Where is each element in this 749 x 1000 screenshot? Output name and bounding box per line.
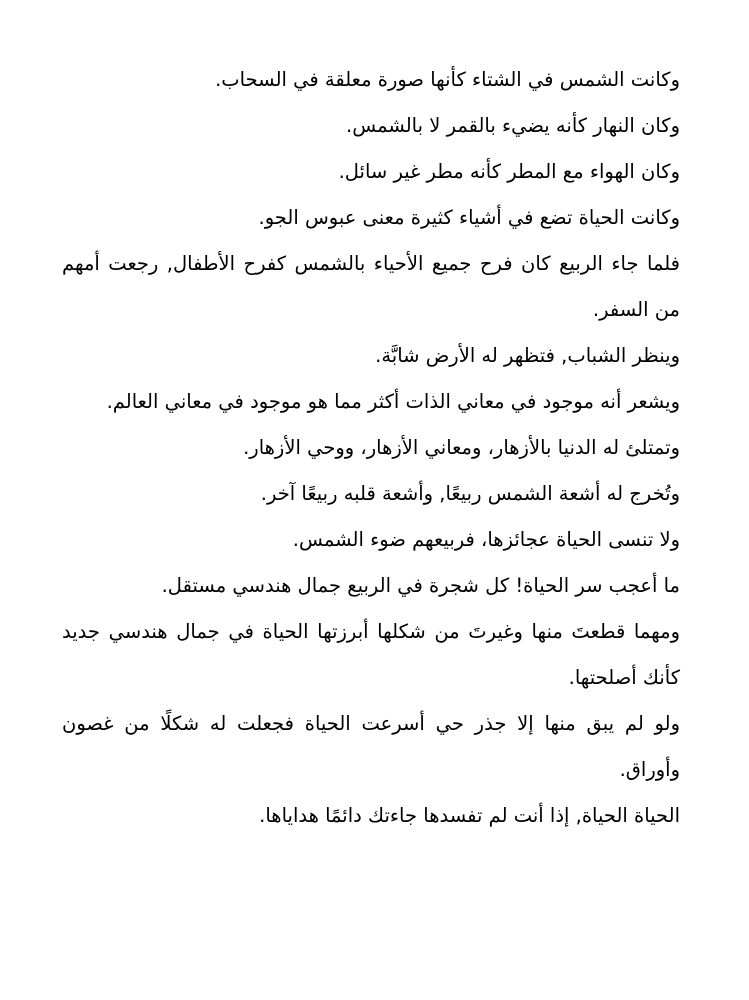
paragraph-13: ولو لم يبق منها إلا جذر حي أسرعت الحياة فجعلت له شكلًا من غصون وأوراق. [62,712,680,781]
document-body [62,57,680,839]
paragraph-10: ولا تنسى الحياة عجائزها، فربيعهم ضوء الشمس. [292,528,680,551]
paragraph-7: ويشعر أنه موجود في معاني الذات أكثر مما هو موجود في معاني العالم. [106,390,680,413]
paragraph-4: وكانت الحياة تضع في أشياء كثيرة معنى عبوس الجو. [258,206,680,229]
paragraph-2: وكان النهار كأنه يضيء بالقمر لا بالشمس. [346,114,680,137]
paragraph-1: وكانت الشمس في الشتاء كأنها صورة معلقة في السحاب. [215,68,680,91]
paragraph-6: وينظر الشباب, فتظهر له الأرض شابَّة. [375,344,680,367]
paragraph-12: ومهما قطعتَ منها وغيرتَ من شكلها أبرزتها الحياة في جمال هندسي جديد كأنك أصلحتها. [62,620,680,689]
paragraph-11: ما أعجب سر الحياة! كل شجرة في الربيع جمال هندسي مستقل. [161,574,680,597]
paragraph-5: فلما جاء الربيع كان فرح جميع الأحياء بالشمس كفرح الأطفال, رجعت أمهم من السفر. [62,252,680,321]
paragraph-14: الحياة الحياة, إذا أنت لم تفسدها جاءتك دائمًا هداياها. [259,804,680,827]
paragraph-3: وكان الهواء مع المطر كأنه مطر غير سائل. [338,160,680,183]
paragraph-9: وتُخرج له أشعة الشمس ربيعًا, وأشعة قلبه ربيعًا آخر. [260,482,680,505]
paragraph-8: وتمتلئ له الدنيا بالأزهار، ومعاني الأزهار، ووحي الأزهار. [243,436,680,459]
